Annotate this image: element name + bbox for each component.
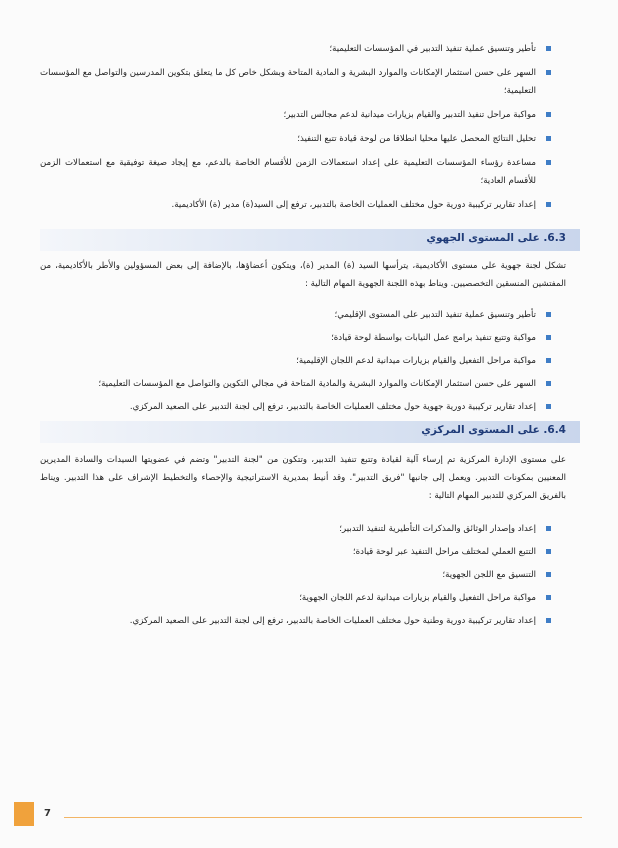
list-item: تحليل النتائج المحصل عليها محليا انطلاقا من لوحة قيادة تتبع التنفيذ؛ — [40, 130, 536, 148]
bullet-square-icon — [546, 595, 551, 600]
list-item: تأطير وتنسيق عملية تنفيذ التدبير على المستوى الإقليمي؛ — [40, 306, 536, 324]
bullet-square-icon — [546, 526, 551, 531]
bullet-square-icon — [546, 618, 551, 623]
bullet-square-icon — [546, 46, 551, 51]
section-heading-regional: 6.3. على المستوى الجهوي — [40, 229, 580, 251]
page-number-tab — [14, 802, 51, 826]
section-intro-central: على مستوى الإدارة المركزية تم إرساء آلية لقيادة وتتبع تنفيذ التدبير، وتتكون من "لجنة التدبير" وتضم في عضويتها السيدات والسادة المديرين المعنيين بمكونات التدبير. ويعمل إلى جانبها "فريق التدبير". وقد أنيط بمديرية الاستراتيجية والإحصاء والتخطيط الإشراف على هذا التدبير. ويناط بالفريق المركزي للتدبير المهام التالية : — [40, 455, 566, 501]
section-intro-regional: تشكل لجنة جهوية على مستوى الأكاديمية، يترأسها السيد (ة) المدير (ة)، ويتكون أعضاؤها، بالإضافة إلى بعض المسؤولين والأطر بالأكاديمية، من المفتشين المنسقين التخصصيين. ويناط بهذه اللجنة الجهوية المهام التالية : — [40, 261, 566, 289]
bullet-square-icon — [546, 381, 551, 386]
list-item: مواكبة مراحل تنفيذ التدبير والقيام بزيارات ميدانية لدعم مجالس التدبير؛ — [40, 106, 536, 124]
list-item: السهر على حسن استثمار الإمكانات والموارد البشرية و المادية المتاحة وبشكل خاص كل ما يتعلق بتكوين المدرسين والتواصل مع المؤسسات التعليمية؛ — [40, 64, 536, 100]
list-item: إعداد تقارير تركيبية دورية جهوية حول مختلف العمليات الخاصة بالتدبير، ترفع إلى لجنة التدبير على الصعيد المركزي. — [40, 398, 536, 416]
bullet-list-central — [40, 520, 536, 630]
bullet-square-icon — [546, 70, 551, 75]
list-item: مواكبة وتتبع تنفيذ برامج عمل النيابات بواسطة لوحة قيادة؛ — [40, 329, 536, 347]
bullet-list-regional — [40, 306, 536, 416]
list-item: إعداد تقارير تركيبية دورية حول مختلف العمليات الخاصة بالتدبير، ترفع إلى السيد(ة) مدير (ة) الأكاديمية. — [40, 196, 536, 214]
list-item: تأطير وتنسيق عملية تنفيذ التدبير في المؤسسات التعليمية؛ — [40, 40, 536, 58]
footer-divider — [64, 817, 582, 818]
bullet-list-local — [40, 40, 536, 214]
list-item: السهر على حسن استثمار الإمكانات والموارد البشرية والمادية المتاحة في مجالي التكوين والتواصل مع المؤسسات التعليمية؛ — [40, 375, 536, 393]
list-item: مواكبة مراحل التفعيل والقيام بزيارات ميدانية لدعم اللجان الإقليمية؛ — [40, 352, 536, 370]
bullet-square-icon — [546, 160, 551, 165]
bullet-square-icon — [546, 335, 551, 340]
list-item: مساعدة رؤساء المؤسسات التعليمية على إعداد استعمالات الزمن للأقسام الخاصة بالدعم، مع إيجاد صيغة توفيقية مع استعمالات الزمن للأقسام العادية؛ — [40, 154, 536, 190]
section-heading-central: 6.4. على المستوى المركزي — [40, 421, 580, 443]
bullet-square-icon — [546, 358, 551, 363]
list-item: إعداد تقارير تركيبية دورية وطنية حول مختلف العمليات الخاصة بالتدبير، ترفع إلى لجنة التدبير على الصعيد المركزي. — [40, 612, 536, 630]
bullet-square-icon — [546, 312, 551, 317]
bullet-square-icon — [546, 136, 551, 141]
list-item: التنسيق مع اللجن الجهوية؛ — [40, 566, 536, 584]
bullet-square-icon — [546, 202, 551, 207]
list-item: مواكبة مراحل التفعيل والقيام بزيارات ميدانية لدعم اللجان الجهوية؛ — [40, 589, 536, 607]
list-item: التتبع العملي لمختلف مراحل التنفيذ عبر لوحة قيادة؛ — [40, 543, 536, 561]
bullet-square-icon — [546, 404, 551, 409]
bullet-square-icon — [546, 549, 551, 554]
bullet-square-icon — [546, 112, 551, 117]
bullet-square-icon — [546, 572, 551, 577]
list-item: إعداد وإصدار الوثائق والمذكرات التأطيرية لتنفيذ التدبير؛ — [40, 520, 536, 538]
page-number: 7 — [44, 808, 51, 819]
